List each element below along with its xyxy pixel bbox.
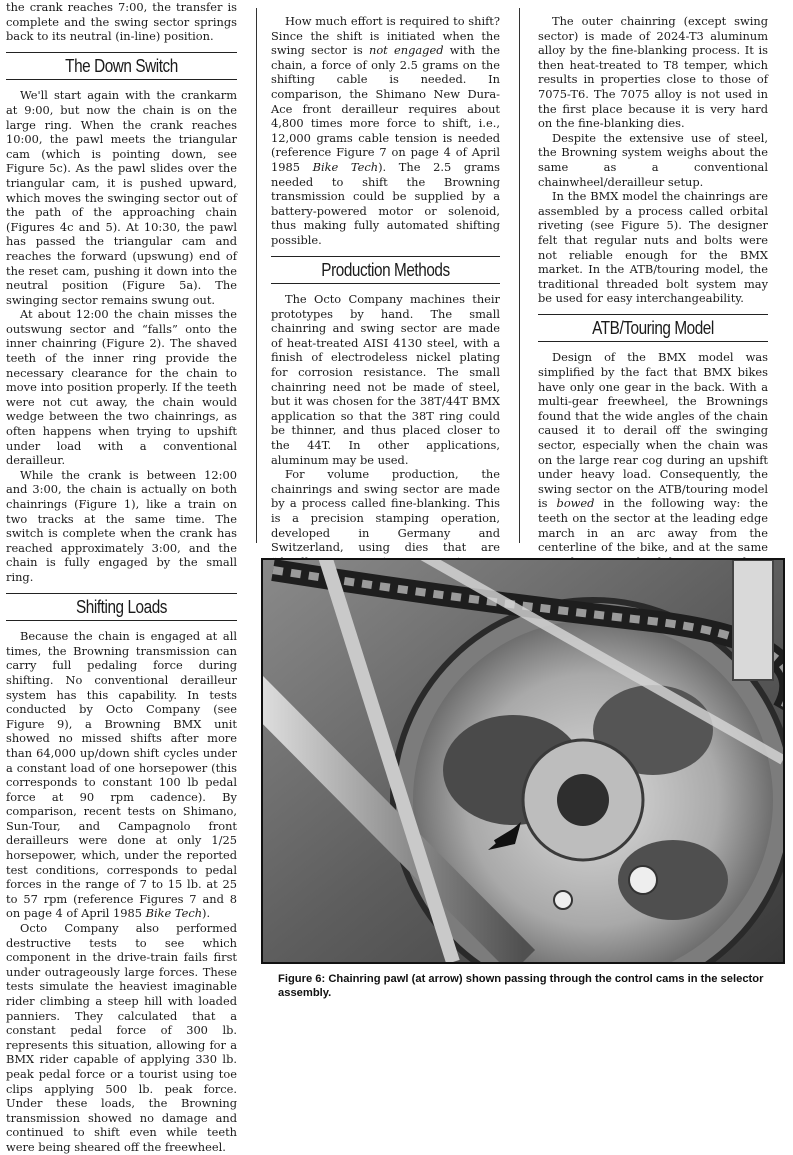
- figure-6-photo: [261, 558, 785, 964]
- column-3: [538, 14, 768, 628]
- paragraph: [6, 629, 237, 921]
- text-run: ). The 2.5 grams needed to shift the Browning transmission could be supplied by a battery-powered motor or solenoid, thus making fully automated shifting possible.: [271, 159, 501, 247]
- paragraph: [271, 14, 500, 248]
- paragraph: At about 12:00 the chain misses the outswung sector and “falls” onto the inner chainring (Figure 2). The shaved teeth of the inner ring provide the necessary clearance for the chain to move into position properly. If the teeth were not cut away, the chain would wedge between the two chainrings, as often happens when trying to upshift under load with a conventional derailleur.: [6, 307, 237, 468]
- divider: [6, 593, 237, 594]
- section-heading-block: [6, 52, 237, 81]
- emphasis: not engaged: [368, 43, 444, 58]
- divider: [6, 79, 237, 80]
- text-run: Because the chain is engaged at all times, the Browning transmission can carry full pedaling force during shifting. No conventional derailleur system has this capability. In tests conducted by Octo Company (see Figure 9), a Browning BMX unit showed no missed shifts after more than 64,000 up/down shift cycles under a constant load of one horsepower (this corresponds to constant 100 lb pedal force at 90 rpm cadence). By comparison, recent tests on Shimano, Sun-Tour, and Campagnolo front derailleurs were done at only 1/25 horsepower, which, under the reported test conditions, corresponds to pedal forces in the range of 7 to 15 lb. at 25 to 57 rpm (reference Figures 7 and 8 on page 4 of April 1985: [6, 629, 237, 921]
- figure-6-caption: Figure 6: Chainring pawl (at arrow) shown passing through the control cams in the selector assembly.: [278, 973, 764, 999]
- text-run: with the chain, a force of only 2.5 grams on the shifting cable is needed. In comparison, the Shimano New Dura-Ace front derailleur requires about 4,800 times more force to shift, i.e., 12,000 grams cable tension is needed (reference Figure 7 on page 4 of April 1985: [271, 43, 500, 174]
- section-heading-block: [6, 593, 237, 622]
- paragraph: For volume production, the chainrings and swing sector are made by a process called fine-blanking. This is a precision stamping operation, developed in Germany and Switzerland, using dies that are: [271, 467, 500, 555]
- paragraph: While the crank is between 12:00 and 3:00, the chain is actually on both chainrings (Figure 1), like a train on two tracks at the same time. The switch is complete when the crank has reached approximately 3:00, and the chain is fully engaged by the small ring.: [6, 467, 237, 584]
- paragraph: Despite the extensive use of steel, the Browning system weighs about the same as a conventional chainwheel/derailleur setup.: [538, 130, 768, 189]
- divider: [271, 283, 500, 284]
- paragraph: We'll start again with the crankarm at 9:00, but now the chain is on the large ring. When the crank reaches 10:00, the pawl meets the triangular cam (which is pointing down, see Figure 5c). As the pawl slides over the triangular cam, it is pushed upward, which moves the swinging sector out of the path of the approaching chain (Figures 4c and 5). At 10:30, the pawl has passed the triangular cam and reaches the forward (upswung) end of the reset cam, pushing it down into the neutral position (Figure 5a). The swinging sector remains swung out.: [6, 88, 237, 307]
- text-run: ).: [202, 906, 211, 921]
- heading-production-methods: Production Methods: [321, 259, 450, 280]
- text-run: in the following way: the teeth on the sector at the leading edge march in an arc away from the centerline of the bike, and at the same: [538, 496, 768, 555]
- text-run: Design of the BMX model was simplified by the fact that BMX bikes have only one gear in the back. With a multi-gear freewheel, the Brownings found that the wide angles of the chain caused it to derail off the swinging sector, especially when the chain was on the large rear cog during an upshift under heavy load. Consequently, the swing sector on the ATB/touring model is: [538, 350, 768, 511]
- divider: [538, 314, 768, 315]
- paragraph: The outer chainring (except swing sector) is made of 2024-T3 aluminum alloy by the fine-blanking process. It is then heat-treated to T8 temper, which results in properties close to those of 7075-T6. The 7075 alloy is not used in the first place because it is very hard on the fine-blanking dies.: [538, 14, 768, 131]
- paragraph: In the BMX model the chainrings are assembled by a process called orbital riveting (see Figure 5). The designer felt that regular nuts and bolts were not reliable enough for the BMX market. In the ATB/touring model, the traditional threaded bolt system may be used for easy interchangeability.: [538, 189, 768, 306]
- column-divider: [256, 8, 257, 543]
- paragraph: the crank reaches 7:00, the transfer is complete and the swing sector springs back to its neutral (in-line) position.: [6, 0, 237, 44]
- divider: [538, 341, 768, 342]
- emphasis: bowed: [556, 496, 595, 511]
- column-divider: [519, 8, 520, 543]
- divider: [271, 256, 500, 257]
- paragraph: The Octo Company machines their prototypes by hand. The small chainring and swing sector are made of heat-treated AISI 4130 steel, with a finish of electrodeless nickel plating for corrosion resistance. The small chainring need not be made of steel, but it was chosen for the 38T/44T BMX application so that the 38T ring could be thinner, and thus placed closer to the 44T. In other applications, aluminum may be used.: [271, 292, 500, 467]
- publication-name: Bike Tech: [145, 906, 203, 921]
- chainring-photo-illustration: [263, 560, 783, 962]
- divider: [6, 620, 237, 621]
- heading-atb-touring: ATB/Touring Model: [592, 317, 714, 338]
- text-run: How much effort is required to shift? Since the shift is initiated when the swing sector is: [271, 14, 500, 58]
- section-heading-block: [538, 314, 768, 343]
- column-1: [6, 0, 237, 1155]
- publication-name: Bike Tech: [312, 159, 379, 174]
- divider: [6, 52, 237, 53]
- section-heading-block: [271, 256, 500, 285]
- paragraph: Octo Company also performed destructive tests to see which component in the drive-train fails first under outrageously large forces. These tests simulate the heaviest imaginable rider climbing a steep hill with loaded panniers. They calculated that a constant pedal force of 300 lb. represents this situation, allowing for a BMX rider capable of applying 330 lb. peak pedal force or a tourist using toe clips applying 500 lb. peak force. Under these loads, the Browning transmission showed no damage and continued to shift even while teeth were being sheared off the freewheel.: [6, 921, 237, 1154]
- heading-shifting-loads: Shifting Loads: [75, 596, 168, 617]
- heading-down-switch: The Down Switch: [65, 55, 178, 76]
